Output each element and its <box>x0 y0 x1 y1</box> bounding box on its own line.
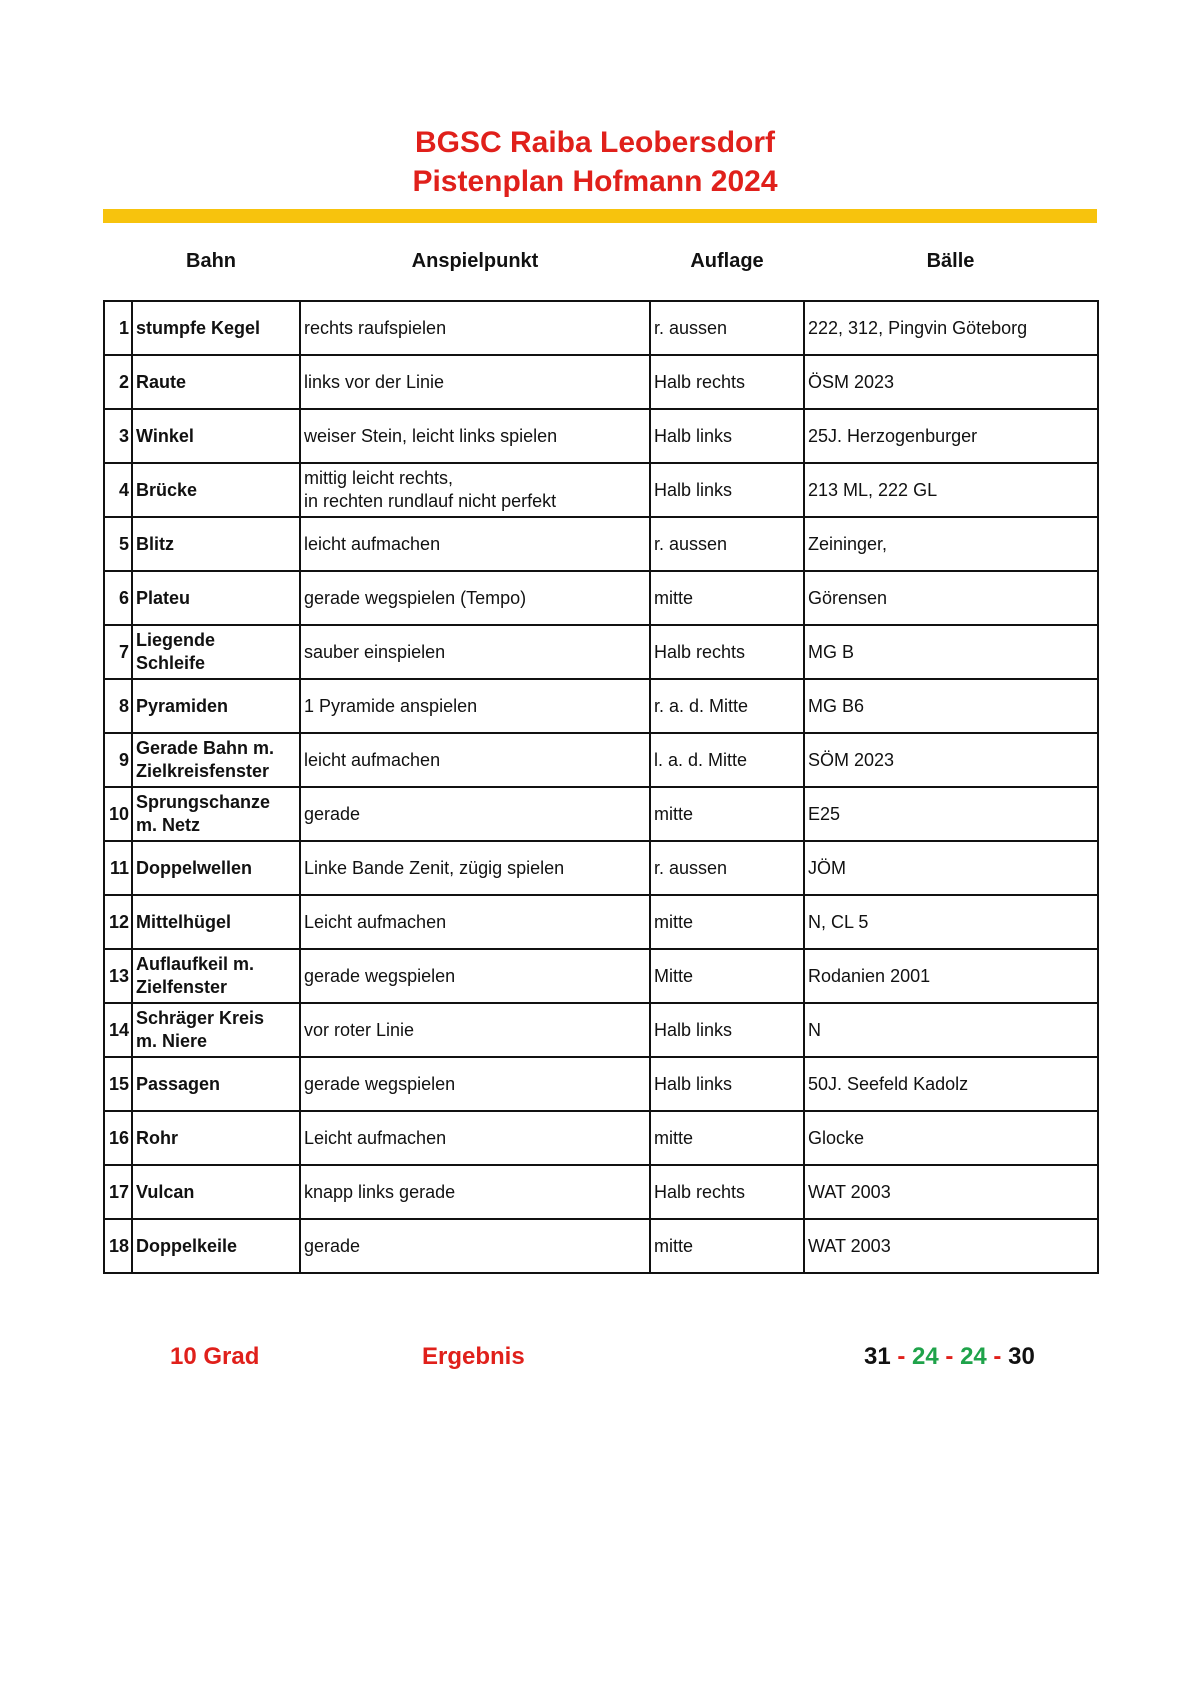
balls-cell: N <box>804 1003 1098 1057</box>
table-row <box>104 679 1098 733</box>
table-row <box>104 463 1098 517</box>
balls-cell: WAT 2003 <box>804 1165 1098 1219</box>
lane-name-cell: Sprungschanze m. Netz <box>132 787 300 841</box>
aiming-point-cell: vor roter Linie <box>300 1003 650 1057</box>
lane-name-cell: Blitz <box>132 517 300 571</box>
balls-cell: Görensen <box>804 571 1098 625</box>
lane-plan-rows <box>104 301 1098 1273</box>
aiming-point-cell: Linke Bande Zenit, zügig spielen <box>300 841 650 895</box>
placement-cell: Halb rechts <box>650 1165 804 1219</box>
placement-cell: Halb rechts <box>650 355 804 409</box>
aiming-point-cell: gerade wegspielen (Tempo) <box>300 571 650 625</box>
aiming-point-cell: mittig leicht rechts, in rechten rundlauf nicht perfekt <box>300 463 650 517</box>
lane-number-cell: 17 <box>104 1165 132 1219</box>
score-3: 24 <box>960 1343 987 1370</box>
lane-name-cell: Doppelwellen <box>132 841 300 895</box>
table-row <box>104 301 1098 355</box>
balls-cell: JÖM <box>804 841 1098 895</box>
lane-number-cell: 9 <box>104 733 132 787</box>
lane-name-cell: Schräger Kreis m. Niere <box>132 1003 300 1057</box>
placement-cell: l. a. d. Mitte <box>650 733 804 787</box>
aiming-point-cell: weiser Stein, leicht links spielen <box>300 409 650 463</box>
placement-cell: mitte <box>650 787 804 841</box>
table-row <box>104 733 1098 787</box>
page-title-club: BGSC Raiba Leobersdorf <box>414 126 776 159</box>
lane-plan-table <box>103 300 1099 1274</box>
temperature-label: 10 Grad <box>170 1343 260 1370</box>
lane-number-cell: 16 <box>104 1111 132 1165</box>
result-scores <box>864 1343 1035 1371</box>
placement-cell: r. aussen <box>650 517 804 571</box>
result-label: Ergebnis <box>422 1343 525 1370</box>
placement-cell: Halb links <box>650 409 804 463</box>
lane-number-cell: 12 <box>104 895 132 949</box>
lane-name-cell: Doppelkeile <box>132 1219 300 1273</box>
balls-cell: Rodanien 2001 <box>804 949 1098 1003</box>
table-row <box>104 1219 1098 1273</box>
aiming-point-cell: gerade <box>300 1219 650 1273</box>
placement-cell: mitte <box>650 1219 804 1273</box>
lane-name-cell: Vulcan <box>132 1165 300 1219</box>
lane-name-cell: Passagen <box>132 1057 300 1111</box>
lane-name-cell: Plateu <box>132 571 300 625</box>
balls-cell: N, CL 5 <box>804 895 1098 949</box>
lane-number-cell: 14 <box>104 1003 132 1057</box>
lane-number-cell: 4 <box>104 463 132 517</box>
table-row <box>104 1003 1098 1057</box>
lane-name-cell: Pyramiden <box>132 679 300 733</box>
score-separator: - <box>890 1343 913 1370</box>
table-row <box>104 625 1098 679</box>
aiming-point-cell: 1 Pyramide anspielen <box>300 679 650 733</box>
score-separator: - <box>938 1343 961 1370</box>
placement-cell: mitte <box>650 571 804 625</box>
aiming-point-cell: Leicht aufmachen <box>300 1111 650 1165</box>
column-header-anspielpunkt: Anspielpunkt <box>411 250 539 272</box>
lane-name-cell: Raute <box>132 355 300 409</box>
title-divider-bar <box>103 209 1097 223</box>
balls-cell: 222, 312, Pingvin Göteborg <box>804 301 1098 355</box>
lane-number-cell: 3 <box>104 409 132 463</box>
aiming-point-cell: leicht aufmachen <box>300 517 650 571</box>
lane-number-cell: 2 <box>104 355 132 409</box>
table-row <box>104 841 1098 895</box>
lane-name-cell: stumpfe Kegel <box>132 301 300 355</box>
lane-name-cell: Mittelhügel <box>132 895 300 949</box>
placement-cell: r. aussen <box>650 841 804 895</box>
balls-cell: Glocke <box>804 1111 1098 1165</box>
table-row <box>104 1165 1098 1219</box>
balls-cell: SÖM 2023 <box>804 733 1098 787</box>
lane-number-cell: 6 <box>104 571 132 625</box>
aiming-point-cell: rechts raufspielen <box>300 301 650 355</box>
placement-cell: Mitte <box>650 949 804 1003</box>
page-title-plan: Pistenplan Hofmann 2024 <box>412 165 778 198</box>
aiming-point-cell: gerade wegspielen <box>300 1057 650 1111</box>
lane-name-cell: Brücke <box>132 463 300 517</box>
balls-cell: E25 <box>804 787 1098 841</box>
aiming-point-cell: sauber einspielen <box>300 625 650 679</box>
table-row <box>104 949 1098 1003</box>
balls-cell: ÖSM 2023 <box>804 355 1098 409</box>
placement-cell: Halb rechts <box>650 625 804 679</box>
score-1: 31 <box>864 1343 891 1370</box>
aiming-point-cell: leicht aufmachen <box>300 733 650 787</box>
table-row <box>104 1111 1098 1165</box>
table-row <box>104 409 1098 463</box>
lane-name-cell: Auflaufkeil m. Zielfenster <box>132 949 300 1003</box>
balls-cell: 213 ML, 222 GL <box>804 463 1098 517</box>
lane-name-cell: Gerade Bahn m. Zielkreisfenster <box>132 733 300 787</box>
placement-cell: r. aussen <box>650 301 804 355</box>
aiming-point-cell: gerade wegspielen <box>300 949 650 1003</box>
balls-cell: 25J. Herzogenburger <box>804 409 1098 463</box>
placement-cell: mitte <box>650 1111 804 1165</box>
lane-number-cell: 10 <box>104 787 132 841</box>
balls-cell: 50J. Seefeld Kadolz <box>804 1057 1098 1111</box>
lane-number-cell: 18 <box>104 1219 132 1273</box>
aiming-point-cell: gerade <box>300 787 650 841</box>
table-row <box>104 787 1098 841</box>
lane-number-cell: 5 <box>104 517 132 571</box>
balls-cell: MG B <box>804 625 1098 679</box>
lane-number-cell: 7 <box>104 625 132 679</box>
lane-number-cell: 15 <box>104 1057 132 1111</box>
column-header-baelle: Bälle <box>926 250 975 272</box>
balls-cell: MG B6 <box>804 679 1098 733</box>
placement-cell: Halb links <box>650 463 804 517</box>
placement-cell: mitte <box>650 895 804 949</box>
table-row <box>104 1057 1098 1111</box>
column-header-auflage: Auflage <box>690 250 764 272</box>
placement-cell: Halb links <box>650 1057 804 1111</box>
placement-cell: r. a. d. Mitte <box>650 679 804 733</box>
score-2: 24 <box>912 1343 939 1370</box>
balls-cell: WAT 2003 <box>804 1219 1098 1273</box>
lane-name-cell: Liegende Schleife <box>132 625 300 679</box>
aiming-point-cell: knapp links gerade <box>300 1165 650 1219</box>
score-4: 30 <box>1008 1343 1035 1370</box>
table-row <box>104 355 1098 409</box>
score-separator: - <box>986 1343 1009 1370</box>
table-row <box>104 895 1098 949</box>
table-row <box>104 571 1098 625</box>
placement-cell: Halb links <box>650 1003 804 1057</box>
aiming-point-cell: links vor der Linie <box>300 355 650 409</box>
lane-number-cell: 8 <box>104 679 132 733</box>
balls-cell: Zeininger, <box>804 517 1098 571</box>
lane-number-cell: 13 <box>104 949 132 1003</box>
column-header-bahn: Bahn <box>186 250 236 272</box>
table-row <box>104 517 1098 571</box>
lane-name-cell: Rohr <box>132 1111 300 1165</box>
lane-name-cell: Winkel <box>132 409 300 463</box>
aiming-point-cell: Leicht aufmachen <box>300 895 650 949</box>
lane-number-cell: 1 <box>104 301 132 355</box>
lane-number-cell: 11 <box>104 841 132 895</box>
